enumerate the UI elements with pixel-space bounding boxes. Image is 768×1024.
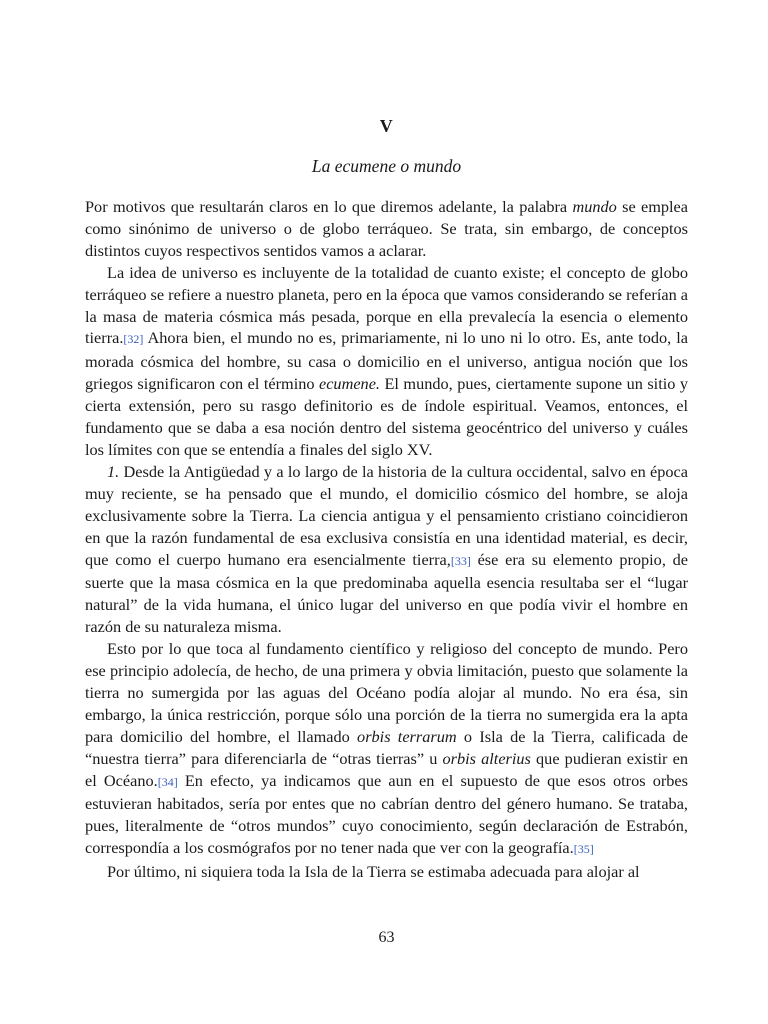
italic-text: mundo: [572, 197, 617, 216]
text-run: que pudieran existir en el Océano.: [85, 748, 688, 790]
text-run: Por motivos que resultarán claros en lo que diremos adelante, la palabra: [85, 197, 573, 216]
text-run: El mundo, pues, ciertamente supone un sitio y cierta extensión, pero su rasgo definitorio es de índole espiritual. Veamos, entonces, el fundamento que se daba a esa noción dentro del sistema geocéntrico del universo y cuáles los límites con que se entendía a finales del siglo XV.: [85, 374, 689, 459]
text-run: se emplea como sinónimo de universo o de globo terráqueo. Se trata, sin embargo, de conceptos distintos cuyos respectivos sentidos vamos a aclarar.: [85, 197, 688, 260]
paragraph: [85, 196, 688, 262]
text-run: Por último, ni siquiera toda la Isla de la Tierra se estimaba adecuada para alojar al: [107, 862, 640, 882]
text-run: Esto por lo que toca al fundamento científico y religioso del concepto de mundo. Pero ese principio adolecía, de hecho, de una primera y obvia limitación, puesto que solamente la tierra no sumergida por las aguas del Océano podía alojar al mundo. No era ésa, sin embargo, la única restricción, porque sólo una porción de la tierra no sumergida era la apta para domicilio del hombre, el llamado: [85, 639, 688, 746]
paragraph: [85, 638, 688, 861]
italic-text: ecumene.: [318, 374, 380, 394]
text-run: La idea de universo es incluyente de la totalidad de cuanto existe; el concepto de globo terráqueo se refiere a nuestro planeta, pero en la época que vamos considerando se referían a la masa de materia cósmica más pesada, porque en ella prevalecía la esencia o elemento tierra.: [85, 262, 689, 348]
italic-text: orbis terrarum: [357, 726, 457, 746]
footnote-link[interactable]: [32]: [123, 332, 144, 347]
body-text: [85, 196, 688, 883]
footnote-link[interactable]: [34]: [157, 774, 178, 789]
paragraph: [85, 861, 688, 883]
paragraph: [85, 461, 688, 638]
text-run: Ahora bien, el mundo no es, primariamente, ni lo uno ni lo otro. Es, ante todo, la morada cósmica del hombre, su casa o domicilio en el universo, antigua noción que los griegos significaron con el término: [85, 328, 688, 394]
text-run: En efecto, ya indicamos que aun en el supuesto de que esos otros orbes estuvieran habitados, sería por entes que no cabrían dentro del género humano. Se trataba, pues, literalmente de “otros mundos” cuyo conocimiento, según declaración de Estrabón, correspondía a los cosmógrafos por no tener nada que ver con la geografía.: [85, 770, 688, 858]
text-run: Desde la Antigüedad y a lo largo de la historia de la cultura occidental, salvo en época muy reciente, se ha pensado que el mundo, el domicilio cósmico del hombre, se aloja exclusivamente sobre la Tierra. La ciencia antigua y el pensamiento cristiano coincidieron en que la razón fundamental de esa exclusiva consistía en una identidad material, es decir, que como el cuerpo humano era esencialmente tierra,: [85, 461, 688, 569]
page-number: 63: [378, 929, 395, 946]
footnote-link[interactable]: [33]: [450, 553, 471, 568]
book-page: [85, 0, 688, 1024]
paragraph: [85, 262, 688, 461]
italic-text: orbis alterius: [442, 748, 531, 768]
italic-text: 1.: [107, 461, 120, 481]
chapter-number: V: [379, 116, 394, 136]
chapter-title: La ecumene o mundo: [311, 156, 462, 176]
text-run: ése era su elemento propio, de suerte que la masa cósmica en la que predominaba aquella esencia resultaba ser el “lugar natural” de la vida humana, el único lugar del universo en que podía vivir el hombre en razón de su naturaleza misma.: [85, 549, 688, 637]
text-run: o Isla de la Tierra, calificada de “nuestra tierra” para diferenciarla de “otras tierras” u: [85, 726, 688, 768]
footnote-link[interactable]: [35]: [573, 842, 594, 857]
